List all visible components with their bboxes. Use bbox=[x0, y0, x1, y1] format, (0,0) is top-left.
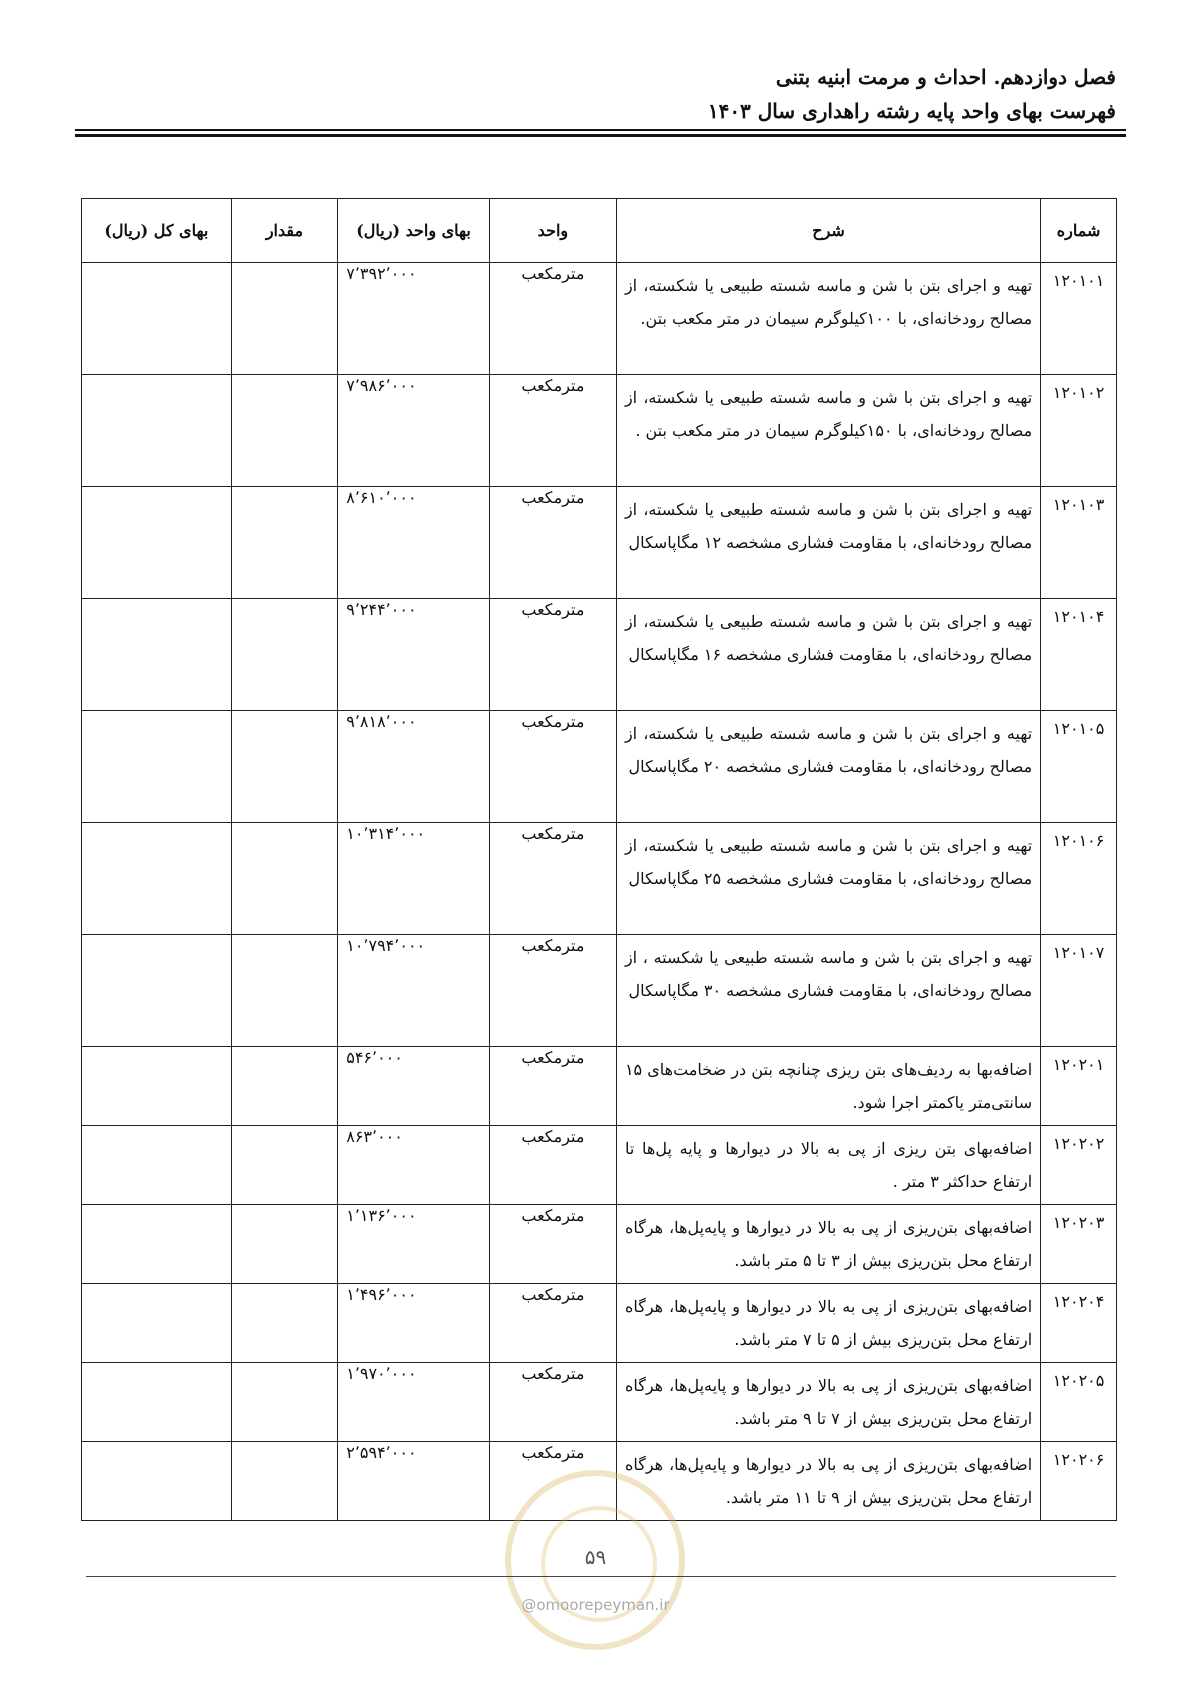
item-total-price bbox=[82, 935, 232, 1047]
item-description: تهیه و اجرای بتن با شن و ماسه شسته طبیعی یا شکسته، از مصالح رودخانه‌ای، با ۱۵۰کیلوگرم سیمان در متر مکعب بتن . bbox=[616, 375, 1040, 487]
item-number: ۱۲۰۲۰۲ bbox=[1041, 1126, 1117, 1205]
item-unit: مترمکعب bbox=[489, 1205, 616, 1284]
table-row bbox=[82, 1047, 1117, 1126]
item-description: تهیه و اجرای بتن با شن و ماسه شسته طبیعی یا شکسته، از مصالح رودخانه‌ای، با ۱۰۰کیلوگرم سیمان در متر مکعب بتن. bbox=[616, 263, 1040, 375]
item-description: اضافه‌بهای بتن‌ریزی از پی به بالا در دیوارها و پایه‌پل‌ها، هرگاه ارتفاع محل بتن‌ریزی بیش از ۵ تا ۷ متر باشد. bbox=[616, 1284, 1040, 1363]
page-header bbox=[708, 60, 1116, 128]
item-unit-price: ۱٬۴۹۶٬۰۰۰ bbox=[338, 1284, 490, 1363]
item-number: ۱۲۰۱۰۲ bbox=[1041, 375, 1117, 487]
table-row bbox=[82, 1284, 1117, 1363]
item-quantity bbox=[231, 1047, 338, 1126]
item-number: ۱۲۰۱۰۵ bbox=[1041, 711, 1117, 823]
item-quantity bbox=[231, 1205, 338, 1284]
item-unit-price: ۹٬۲۴۴٬۰۰۰ bbox=[338, 599, 490, 711]
column-header-description: شرح bbox=[616, 199, 1040, 263]
item-quantity bbox=[231, 487, 338, 599]
item-description: تهیه و اجرای بتن با شن و ماسه شسته طبیعی یا شکسته، از مصالح رودخانه‌ای، با مقاومت فشاری مشخصه ۲۰ مگاپاسکال bbox=[616, 711, 1040, 823]
item-total-price bbox=[82, 1284, 232, 1363]
item-number: ۱۲۰۲۰۶ bbox=[1041, 1442, 1117, 1521]
item-total-price bbox=[82, 487, 232, 599]
table-row bbox=[82, 375, 1117, 487]
item-unit: مترمکعب bbox=[489, 1047, 616, 1126]
item-unit-price: ۷٬۹۸۶٬۰۰۰ bbox=[338, 375, 490, 487]
item-unit-price: ۱٬۹۷۰٬۰۰۰ bbox=[338, 1363, 490, 1442]
item-unit-price: ۵۴۶٬۰۰۰ bbox=[338, 1047, 490, 1126]
item-total-price bbox=[82, 375, 232, 487]
item-unit: مترمکعب bbox=[489, 823, 616, 935]
item-unit-price: ۱۰٬۷۹۴٬۰۰۰ bbox=[338, 935, 490, 1047]
item-unit: مترمکعب bbox=[489, 711, 616, 823]
item-quantity bbox=[231, 1363, 338, 1442]
item-total-price bbox=[82, 1442, 232, 1521]
column-header-number: شماره bbox=[1041, 199, 1117, 263]
table-row bbox=[82, 599, 1117, 711]
column-header-unit-price: بهای واحد (ریال) bbox=[338, 199, 490, 263]
footer-rule bbox=[86, 1576, 1116, 1577]
table-row bbox=[82, 1363, 1117, 1442]
item-quantity bbox=[231, 599, 338, 711]
item-unit-price: ۸۶۳٬۰۰۰ bbox=[338, 1126, 490, 1205]
chapter-title: فصل دوازدهم. احداث و مرمت ابنیه بتنی bbox=[775, 65, 1116, 89]
page-number: ۵۹ bbox=[584, 1545, 607, 1569]
item-description: تهیه و اجرای بتن با شن و ماسه شسته طبیعی یا شکسته، از مصالح رودخانه‌ای، با مقاومت فشاری مشخصه ۱۲ مگاپاسکال bbox=[616, 487, 1040, 599]
item-unit-price: ۹٬۸۱۸٬۰۰۰ bbox=[338, 711, 490, 823]
table-row bbox=[82, 711, 1117, 823]
column-header-unit: واحد bbox=[489, 199, 616, 263]
item-quantity bbox=[231, 935, 338, 1047]
item-quantity bbox=[231, 263, 338, 375]
item-unit-price: ۱٬۱۳۶٬۰۰۰ bbox=[338, 1205, 490, 1284]
table-row bbox=[82, 935, 1117, 1047]
item-number: ۱۲۰۱۰۱ bbox=[1041, 263, 1117, 375]
item-total-price bbox=[82, 1047, 232, 1126]
item-unit-price: ۷٬۳۹۲٬۰۰۰ bbox=[338, 263, 490, 375]
item-description: تهیه و اجرای بتن با شن و ماسه شسته طبیعی یا شکسته ، از مصالح رودخانه‌ای، با مقاومت فشاری مشخصه ۳۰ مگاپاسکال bbox=[616, 935, 1040, 1047]
item-description: تهیه و اجرای بتن با شن و ماسه شسته طبیعی یا شکسته، از مصالح رودخانه‌ای، با مقاومت فشاری مشخصه ۱۶ مگاپاسکال bbox=[616, 599, 1040, 711]
item-unit-price: ۲٬۵۹۴٬۰۰۰ bbox=[338, 1442, 490, 1521]
table-row bbox=[82, 1126, 1117, 1205]
item-unit: مترمکعب bbox=[489, 599, 616, 711]
item-number: ۱۲۰۱۰۷ bbox=[1041, 935, 1117, 1047]
column-header-total-price: بهای کل (ریال) bbox=[82, 199, 232, 263]
item-description: تهیه و اجرای بتن با شن و ماسه شسته طبیعی یا شکسته، از مصالح رودخانه‌ای، با مقاومت فشاری مشخصه ۲۵ مگاپاسکال bbox=[616, 823, 1040, 935]
table-row bbox=[82, 487, 1117, 599]
table-header-row bbox=[82, 199, 1117, 263]
item-total-price bbox=[82, 263, 232, 375]
item-unit: مترمکعب bbox=[489, 1284, 616, 1363]
item-unit: مترمکعب bbox=[489, 1442, 616, 1521]
item-description: اضافه‌بهای بتن‌ریزی از پی به بالا در دیوارها و پایه‌پل‌ها، هرگاه ارتفاع محل بتن‌ریزی بیش از ۳ تا ۵ متر باشد. bbox=[616, 1205, 1040, 1284]
item-total-price bbox=[82, 1126, 232, 1205]
item-unit: مترمکعب bbox=[489, 1126, 616, 1205]
item-number: ۱۲۰۱۰۳ bbox=[1041, 487, 1117, 599]
price-list-table bbox=[81, 198, 1117, 1521]
item-unit-price: ۸٬۶۱۰٬۰۰۰ bbox=[338, 487, 490, 599]
item-total-price bbox=[82, 599, 232, 711]
item-total-price bbox=[82, 1363, 232, 1442]
document-subtitle: فهرست بهای واحد پایه رشته راهداری سال ۱۴۰۳ bbox=[707, 99, 1116, 123]
item-quantity bbox=[231, 1284, 338, 1363]
table-row bbox=[82, 1205, 1117, 1284]
item-quantity bbox=[231, 1126, 338, 1205]
table-row bbox=[82, 263, 1117, 375]
header-rule-thick bbox=[75, 134, 1126, 137]
item-quantity bbox=[231, 823, 338, 935]
item-quantity bbox=[231, 1442, 338, 1521]
table-row bbox=[82, 823, 1117, 935]
item-unit: مترمکعب bbox=[489, 487, 616, 599]
item-number: ۱۲۰۱۰۴ bbox=[1041, 599, 1117, 711]
item-description: اضافه‌بهای بتن‌ریزی از پی به بالا در دیوارها و پایه‌پل‌ها، هرگاه ارتفاع محل بتن‌ریزی بیش از ۹ تا ۱۱ متر باشد. bbox=[616, 1442, 1040, 1521]
item-unit: مترمکعب bbox=[489, 935, 616, 1047]
header-rule bbox=[75, 129, 1126, 131]
item-unit: مترمکعب bbox=[489, 263, 616, 375]
item-quantity bbox=[231, 375, 338, 487]
column-header-quantity: مقدار bbox=[231, 199, 338, 263]
item-number: ۱۲۰۲۰۱ bbox=[1041, 1047, 1117, 1126]
item-unit: مترمکعب bbox=[489, 1363, 616, 1442]
item-total-price bbox=[82, 1205, 232, 1284]
website-watermark: @omoorepeyman.ir bbox=[521, 1596, 670, 1614]
item-number: ۱۲۰۲۰۳ bbox=[1041, 1205, 1117, 1284]
item-number: ۱۲۰۲۰۵ bbox=[1041, 1363, 1117, 1442]
item-quantity bbox=[231, 711, 338, 823]
item-number: ۱۲۰۱۰۶ bbox=[1041, 823, 1117, 935]
item-description: اضافه‌بها به ردیف‌های بتن ریزی چنانچه بتن در ضخامت‌های ۱۵ سانتی‌متر یاکمتر اجرا شود. bbox=[616, 1047, 1040, 1126]
item-number: ۱۲۰۲۰۴ bbox=[1041, 1284, 1117, 1363]
item-total-price bbox=[82, 823, 232, 935]
item-description: اضافه‌بهای بتن‌ریزی از پی به بالا در دیوارها و پایه‌پل‌ها، هرگاه ارتفاع محل بتن‌ریزی بیش از ۷ تا ۹ متر باشد. bbox=[616, 1363, 1040, 1442]
item-unit-price: ۱۰٬۳۱۴٬۰۰۰ bbox=[338, 823, 490, 935]
item-total-price bbox=[82, 711, 232, 823]
item-unit: مترمکعب bbox=[489, 375, 616, 487]
item-description: اضافه‌بهای بتن ریزی از پی به بالا در دیوارها و پایه پل‌ها تا ارتفاع حداکثر ۳ متر . bbox=[616, 1126, 1040, 1205]
